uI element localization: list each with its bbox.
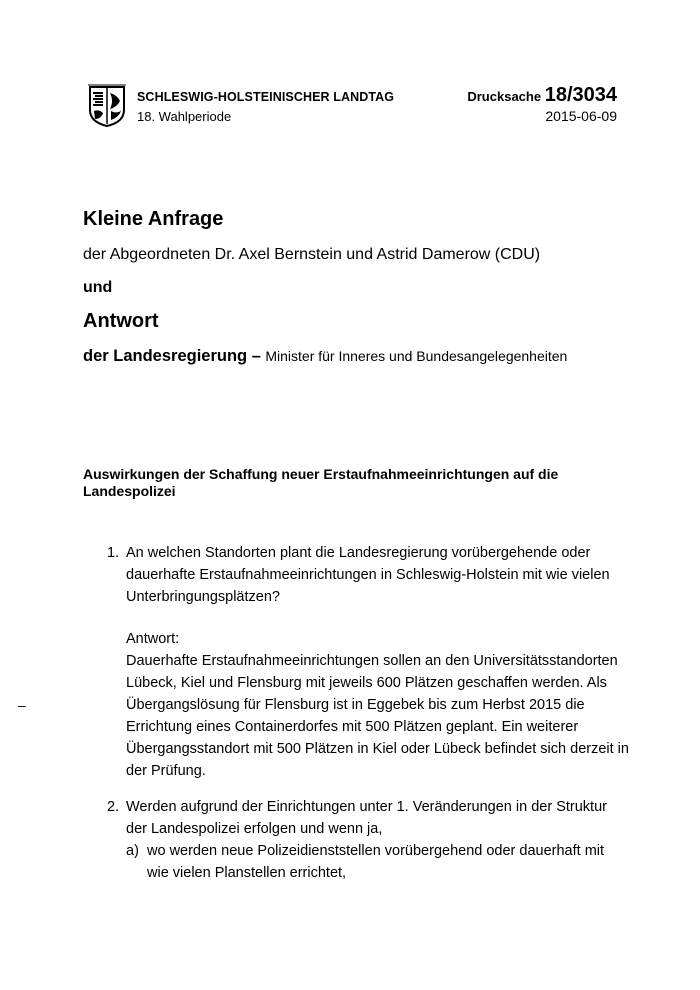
answer-label: Antwort: bbox=[126, 631, 180, 647]
question-line: dauerhafte Erstaufnahmeeinrichtungen in Schleswig-Holstein mit wie vielen bbox=[126, 567, 610, 583]
question-line: Unterbringungsplätzen? bbox=[126, 589, 280, 605]
question-line: Werden aufgrund der Einrichtungen unter 1. Veränderungen in der Struktur bbox=[126, 799, 607, 815]
answer-line: Übergangsstandort mit 500 Plätzen in Kiel oder Lübeck befindet sich derzeit in bbox=[126, 741, 629, 757]
question-line: An welchen Standorten plant die Landesregierung vorübergehende oder bbox=[126, 545, 591, 561]
sub-question-line: wo werden neue Polizeidienststellen vorübergehend oder dauerhaft mit bbox=[147, 843, 605, 859]
subject-heading: Auswirkungen der Schaffung neuer Erstaufnahmeeinrichtungen auf die Landespolizei bbox=[83, 466, 559, 499]
responder-line bbox=[83, 347, 567, 366]
sub-question-line: wie vielen Planstellen errichtet, bbox=[147, 865, 347, 881]
sub-question-marker: a) bbox=[126, 843, 139, 859]
parliament-name: SCHLESWIG-HOLSTEINISCHER LANDTAG bbox=[137, 90, 395, 104]
question-number: 2. bbox=[107, 799, 120, 815]
document-type-title: Kleine Anfrage bbox=[83, 208, 224, 230]
legislative-period: 18. Wahlperiode bbox=[137, 109, 232, 124]
margin-mark: – bbox=[18, 697, 26, 713]
drucksache-label-group bbox=[467, 84, 617, 107]
answer-body bbox=[126, 650, 629, 782]
drucksache-number: 18/3034 bbox=[544, 84, 617, 106]
document-date: 2015-06-09 bbox=[545, 108, 617, 124]
answer-line: Errichtung eines Containerdorfes mit 500 Plätzen geplant. Ein weiterer bbox=[126, 719, 579, 735]
coat-of-arms-logo bbox=[86, 84, 128, 128]
question-number: 1. bbox=[107, 545, 120, 561]
responder-ministry: Minister für Inneres und Bundesangelegenheiten bbox=[265, 348, 568, 364]
answer-title: Antwort bbox=[83, 310, 159, 332]
askers-line: der Abgeordneten Dr. Axel Bernstein und Astrid Damerow (CDU) bbox=[83, 246, 541, 263]
responder-label: der Landesregierung – bbox=[83, 347, 261, 365]
answer-line: Lübeck, Kiel und Flensburg mit jeweils 600 Plätzen geschaffen werden. Als bbox=[126, 675, 607, 691]
question-line: der Landespolizei erfolgen und wenn ja, bbox=[126, 821, 383, 837]
answer-line: Übergangslösung für Flensburg ist in Eggebek bis zum Herbst 2015 die bbox=[126, 697, 585, 713]
drucksache-label: Drucksache bbox=[467, 89, 542, 104]
conjunction: und bbox=[83, 279, 113, 296]
answer-line: der Prüfung. bbox=[126, 763, 206, 779]
answer-line: Dauerhafte Erstaufnahmeeinrichtungen sollen an den Universitätsstandorten bbox=[126, 653, 618, 669]
